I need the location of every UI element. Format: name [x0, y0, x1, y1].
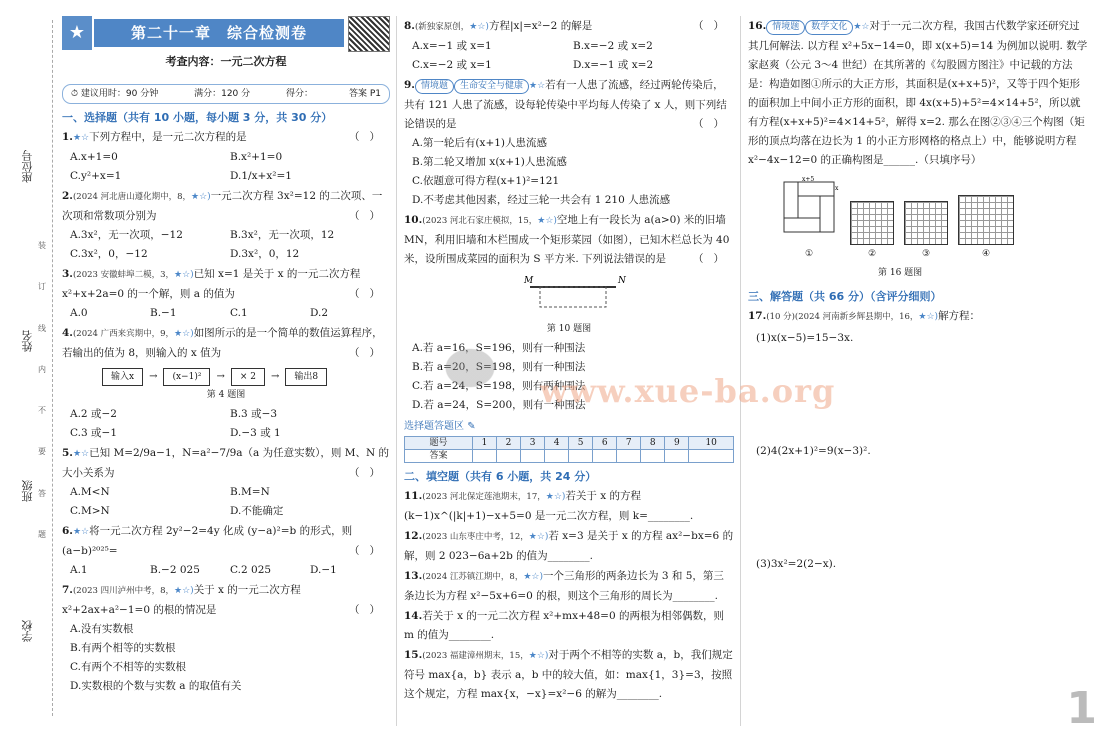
question-5: 5.★☆已知 M=2/9a−1，N=a²−7/9a（a 为任意实数），则 M、N 的大小关系为 （） A.M<N B.M=N C.M>N D.不能确定	[62, 447, 390, 517]
arrow-icon: →	[149, 371, 158, 382]
question-1: 1.★☆下列方程中，是一元二次方程的是 （） A.x+1=0 B.x²+1=0 C.y²+x=1 D.1/x+x²=1	[62, 131, 390, 182]
column-3	[748, 16, 1088, 574]
grid-figure-3	[904, 201, 948, 245]
clock-icon: ⏱ 建议用时：90 分钟	[71, 89, 159, 99]
difficulty-star-icon: ★☆	[853, 22, 870, 32]
question-4: 4.(2024 广西来宾期中，9，★☆)如图所示的是一个简单的数值运算程序，若输出的值为 8，则输入的 x 值为 （） 输入x → (x−1)² → × 2 → 输出8 第 4 题图 A.2 或−2 B.3 或−3 C.3 或−1 D.−3 或 1	[62, 327, 390, 439]
score-field: 得分：	[286, 89, 314, 99]
arrow-icon: →	[270, 371, 280, 382]
difficulty-star-icon: ★☆)	[537, 216, 557, 226]
seal-line	[52, 20, 53, 716]
binding-strip	[0, 0, 58, 736]
answer-ref: 答案 P1	[348, 89, 381, 99]
seat-label: 座位号	[21, 150, 34, 183]
full-score: 满分：120 分	[194, 89, 251, 99]
difficulty-star-icon: ★☆)	[174, 329, 194, 339]
qr-code-icon	[348, 16, 390, 52]
pencil-icon: ✎	[467, 421, 476, 432]
meta-bar	[62, 84, 390, 104]
zhao-shuang-square-figure	[778, 176, 840, 238]
column-divider	[396, 16, 397, 726]
question-9: 9. 情境题 生命安全与健康 ★☆若有一人患了流感，经过两轮传染后，共有 121 人患了流感，设每轮传染中平均每人传染了 x 人，则下列结论错误的是 （） A.第一轮后有(x+1)人患流感 B.第二轮又增加 x(x+1)人患流感 C.依题意可得方程(x+1)²=121 D.不考虑其他因素，经过三轮一共会有 1 210 人患流感	[404, 79, 734, 206]
section-3-title: 三、解答题（共 66 分）（含评分细则）	[748, 290, 942, 303]
question-16: 16. 情境题 数学文化 ★☆对于一元二次方程，我国古代数学家还研究过其几何解法. 以方程 x²+5x−14=0，即 x(x+5)=14 为例加以说明. 数学家赵爽（公元 3～4 世纪）在其所著的《勾股圆方图注》中记载的方法是：构造如图①所示的大正方形，其面积是(x+x+5)²，又等于四个矩形的面积加上中间小正方形的面积，即 4x(x+5)+5²=4×14+5²，所以就有方程(x+x+5)²=4×14+5²，解得 x=2. 那么在图②③④三个构图（矩形的顶点均落在边长为 1 的小正方形网格的格点上）中，能够说明方程 x²−4x−12=0 的正确构图是______.（只填序号） x+5 x ① ② ③ ④ 第 16 题图	[748, 20, 1088, 278]
wall-garden-figure	[404, 269, 734, 313]
answer-space[interactable]	[748, 461, 1088, 553]
chapter-title: 第二十一章 综合检测卷	[94, 19, 344, 47]
svg-text:N: N	[618, 276, 626, 286]
name-label: 姓名	[21, 330, 34, 352]
question-2: 2.(2024 河北唐山遵化期中，8，★☆)一元二次方程 3x²=12 的二次项、一次项和常数项分别为 （） A.3x²，无一次项，−12 B.3x²，无一次项，12 C.3x²，0，−12 D.3x²，0，12	[62, 190, 390, 260]
scenario-tag: 情境题	[766, 20, 805, 35]
question-10: 10.(2023 河北石家庄模拟，15，★☆)空地上有一段长为 a(a>0) 米的旧墙 MN，利用旧墙和木栏围成一个矩形菜园（如图），已知木栏总长为 40 米，设所围成菜园的面积为 S 平方米. 下列说法错误的是 （） M N 第 10 题图 A.若 a=16，S=196，则有一种围法 B.若 a=20，S=198，则有一种围法 C.若 a=24，S=198，则有两种围法 D.若 a=24，S=200，则有一种围法	[404, 214, 734, 411]
answer-area-title: 选择题答题区 ✎	[404, 421, 476, 432]
column-divider	[740, 16, 741, 726]
difficulty-star-icon: ★☆)	[528, 651, 549, 661]
question-11: 11.(2023 河北保定莲池期末，17，★☆)若关于 x 的方程 (k−1)x^(|k|+1)−x+5=0 是一元二次方程，则 k=________.	[404, 490, 694, 522]
class-label: 班级	[21, 480, 34, 502]
question-3: 3.(2023 安徽蚌埠二模，3，★☆)已知 x=1 是关于 x 的一元二次方程 x²+x+2a=0 的一个解，则 a 的值为 （） A.0 B.−1 C.1 D.2	[62, 268, 390, 319]
question-8: 8.(新独家原创，★☆)方程|x|=x²−2 的解是 （） A.x=−1 或 x=1 B.x=−2 或 x=2 C.x=−2 或 x=1 D.x=−1 或 x=2	[404, 20, 734, 71]
question-12: 12.(2023 山东枣庄中考，12，★☆)若 x=3 是关于 x 的方程 ax²−bx=6 的解，则 2 023−6a+2b 的值为________.	[404, 530, 734, 562]
question-7: 7.(2023 四川泸州中考，8，★☆)关于 x 的一元二次方程 x²+2ax+a²−1=0 的根的情况是 （） A.没有实数根 B.有两个相等的实数根 C.有两个不相等的实数根 D.实数根的个数与实数 a 的取值有关	[62, 584, 390, 692]
difficulty-star-icon: ★☆	[72, 133, 90, 143]
difficulty-star-icon: ★☆)	[523, 572, 543, 582]
q17-part-3: (3)3x²=2(2−x).	[756, 558, 837, 570]
difficulty-star-icon: ★☆	[72, 449, 90, 459]
question-6: 6.★☆将一元二次方程 2y²−2=4y 化成 (y−a)²=b 的形式，则 (a−b)²⁰²⁵= （） A.1 B.−2 025 C.2 025 D.−1	[62, 525, 390, 576]
q16-figures: x+5 x ① ② ③ ④	[778, 176, 1088, 264]
scenario-tag: 情境题	[415, 79, 454, 94]
header	[62, 16, 390, 70]
school-label: 学校	[21, 620, 34, 642]
difficulty-star-icon: ★☆)	[469, 22, 489, 32]
question-17: 17.(10 分)(2024 河南新乡辉县期中，16，★☆)解方程： (1)x(x−5)=15−3x. (2)4(2x+1)²=9(x−3)². (3)3x²=2(2−x).	[748, 307, 1088, 574]
page-number: 1	[1066, 683, 1097, 734]
difficulty-star-icon: ★☆)	[528, 532, 549, 542]
school-field	[6, 620, 50, 680]
difficulty-star-icon: ★☆)	[545, 492, 566, 502]
difficulty-star-icon: ★☆)	[174, 270, 194, 280]
answer-table: 题号 1 2 3 4 5 6 7 8 9 10 答案	[404, 436, 734, 463]
q17-part-1: (1)x(x−5)=15−3x.	[756, 332, 854, 344]
exam-subtitle: 考查内容：一元二次方程	[165, 55, 287, 68]
difficulty-star-icon: ★☆	[529, 81, 546, 91]
section-2-title: 二、填空题（共有 6 小题，共 24 分）	[404, 470, 597, 483]
question-15: 15.(2023 福建漳州期末，15，★☆)对于两个不相等的实数 a，b，我们规定符号 max{a，b} 表示 a，b 中的较大值，如：max{1，3}=3，按照这个规定，方程 max{x，−x}=x²−6 的解为________.	[404, 649, 733, 700]
svg-text:x+5: x+5	[802, 176, 815, 183]
q17-part-2: (2)4(2x+1)²=9(x−3)².	[756, 445, 871, 457]
star-icon: ★	[62, 16, 92, 50]
grid-figure-4	[958, 195, 1014, 245]
section-1-title: 一、选择题（共有 10 小题，每小题 3 分，共 30 分）	[62, 111, 333, 124]
svg-text:x: x	[835, 185, 839, 192]
difficulty-star-icon: ★☆)	[191, 192, 211, 202]
flowchart: 输入x → (x−1)² → × 2 → 输出8	[102, 367, 390, 386]
seal-text: 装 订 线 内 不 要 答 题	[38, 241, 46, 539]
svg-text:M: M	[524, 276, 534, 286]
grid-figure-2	[850, 201, 894, 245]
watermark-logo	[428, 335, 512, 395]
question-13: 13.(2024 江苏镇江期中，8，★☆)一个三角形的两条边长为 3 和 5，第三条边长为方程 x²−5x+6=0 的根，则这个三角形的周长为________.	[404, 570, 724, 602]
column-1	[62, 16, 390, 696]
difficulty-star-icon: ★☆)	[174, 586, 194, 596]
arrow-icon: →	[216, 371, 225, 382]
difficulty-star-icon: ★☆	[72, 527, 90, 537]
watermark-text: www.xue-ba.org	[540, 372, 836, 410]
seat-field	[6, 150, 50, 240]
topic-tag: 数学文化	[805, 20, 853, 35]
topic-tag: 生命安全与健康	[454, 79, 529, 94]
question-14: 14.若关于 x 的一元二次方程 x²+mx+48=0 的两根为相邻偶数，则 m 的值为________.	[404, 610, 724, 641]
difficulty-star-icon: ★☆)	[918, 312, 939, 322]
